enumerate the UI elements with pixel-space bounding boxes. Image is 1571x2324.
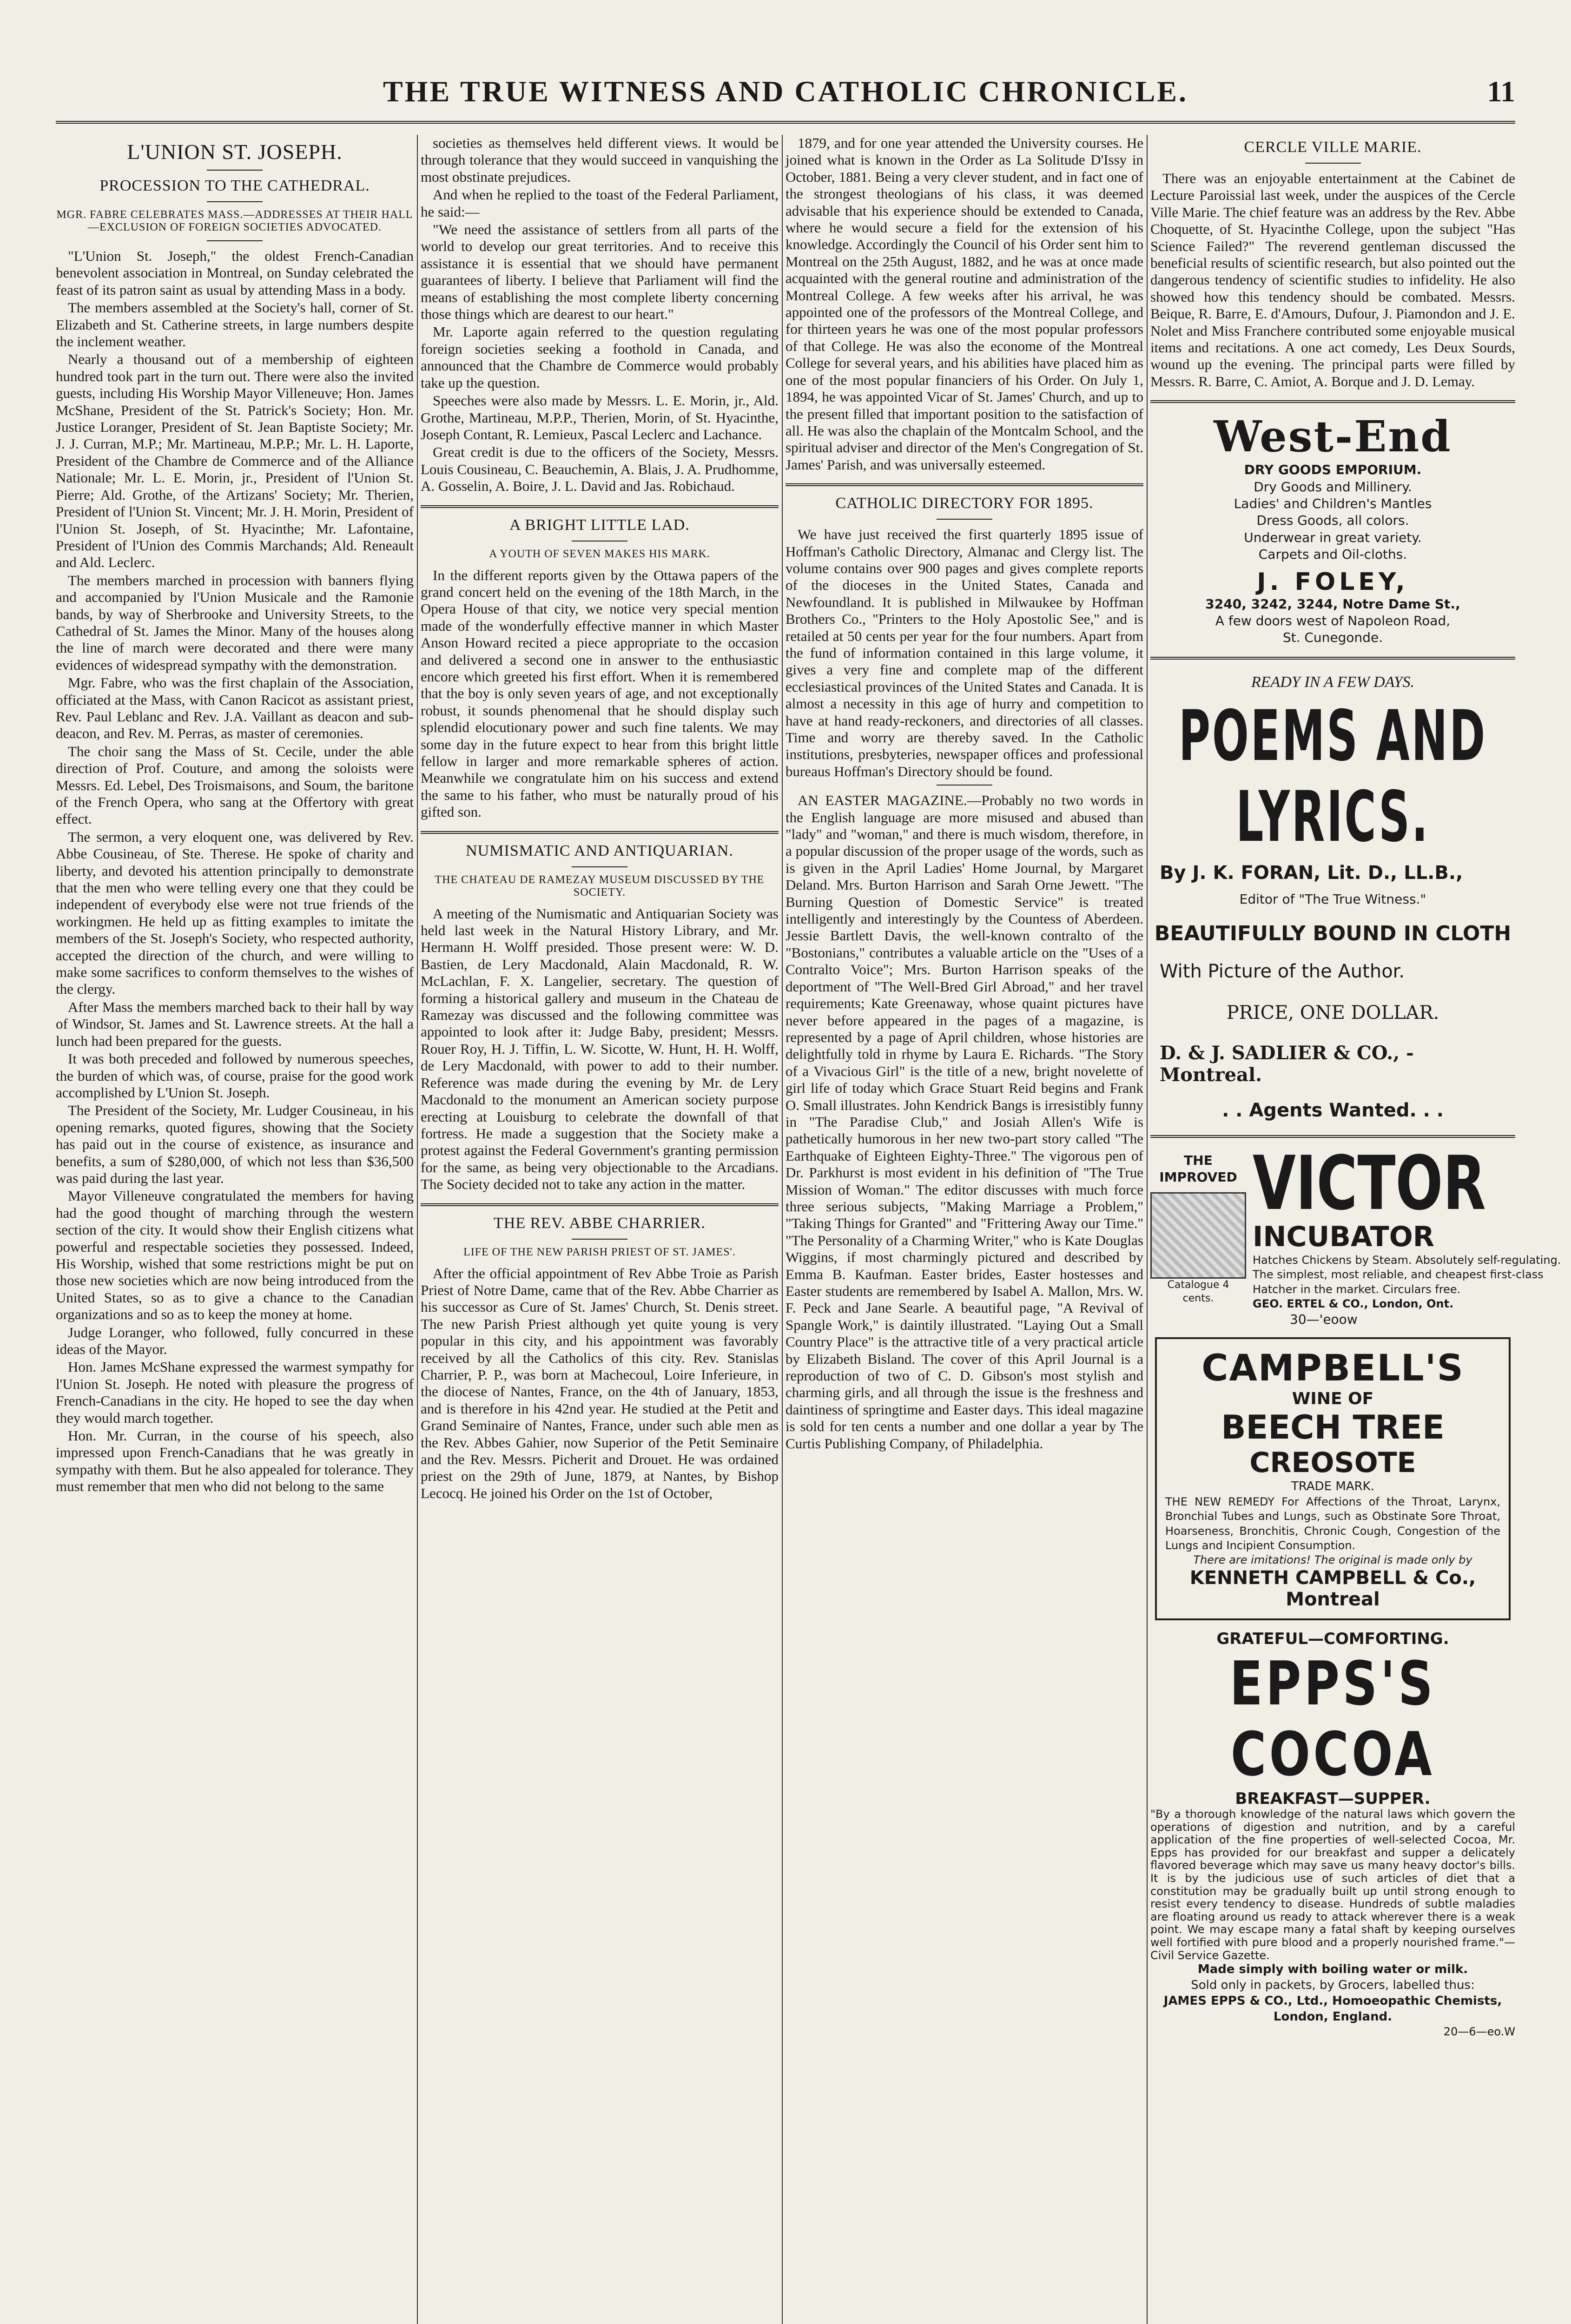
- article-deck: LIFE OF THE NEW PARISH PRIEST OF ST. JAMES'.: [463, 1246, 736, 1258]
- divider: [421, 1203, 779, 1206]
- newspaper-title: THE TRUE WITNESS AND CATHOLIC CHRONICLE.: [383, 75, 1188, 108]
- paragraph: Mgr. Fabre, who was the first chaplain of the Association, officiated at the Mass, with Canon Racicot as assistant priest, Rev. Paul Leblanc and Rev. J.A. Vaillant as deacon and sub-deacon, and Rev. M. Perras, as master of ceremonies.: [56, 674, 414, 742]
- paragraph: After Mass the members marched back to their hall by way of Windsor, St. James and St. Lawrence streets. At the hall a lunch had been prepared for the guests.: [56, 998, 414, 1049]
- article-deck: A YOUTH OF SEVEN MAKES HIS MARK.: [489, 548, 710, 560]
- article-subhead: PROCESSION TO THE CATHEDRAL.: [99, 177, 370, 194]
- ad-line: THE IMPROVED: [1159, 1152, 1237, 1185]
- campbell-advertisement: [1155, 1337, 1511, 1620]
- ad-line: DRY GOODS EMPORIUM.: [1244, 462, 1422, 478]
- column-2: [421, 135, 779, 2324]
- divider: [1150, 657, 1515, 660]
- article-body: [421, 567, 779, 821]
- article-deck: THE CHATEAU DE RAMEZAY MUSEUM DISCUSSED BY THE SOCIETY.: [435, 873, 765, 898]
- paragraph: Mr. Laporte again referred to the question regulating foreign societies seeking a foothold in Canada, and announced that the Chambre de Commerce would probably take up the question.: [421, 324, 779, 391]
- article-body: [56, 248, 414, 1495]
- article-body: [421, 905, 779, 1193]
- paragraph: The President of the Society, Mr. Ludger Cousineau, in his opening remarks, quoted figures, showing that the Society has paid out in the course of existence, as insurance and benefits, a sum of $280,000, of which not less than $36,500 was paid during the last year.: [56, 1102, 414, 1186]
- ad-line: Sold only in packets, by Grocers, labelled thus:: [1191, 1978, 1475, 1992]
- ad-line: BEECH TREE: [1221, 1408, 1445, 1447]
- ad-line: READY IN A FEW DAYS.: [1251, 673, 1415, 691]
- divider: [421, 505, 779, 508]
- ad-line: There are imitations! The original is made only by: [1193, 1553, 1472, 1566]
- ad-publisher: D. & J. SADLIER & CO., - Montreal.: [1160, 1042, 1414, 1086]
- epps-advertisement: [1150, 1630, 1515, 2040]
- ad-line: Ladies' and Children's Mantles: [1234, 496, 1432, 512]
- article-body: [421, 1265, 779, 1502]
- poems-title: POEMS AND LYRICS.: [1178, 695, 1487, 858]
- divider: [207, 170, 263, 171]
- paragraph: Nearly a thousand out of a membership of eighteen hundred took part in the turn out. There were also the invited guests, including His Worship Mayor Villeneuve; Hon. James McShane, President of the St. Patrick's Society; Hon. Mr. Justice Loranger, President of St. Jean Baptiste Society; Mr. J. J. Curran, M.P.; Mr. Martineau, M.P.P.; Mr. L. H. Laporte, President of the Chambre de Commerce and of the Alliance Nationale; Mr. L. E. Morin, jr., President of l'Union St. Pierre; Ald. Grothe, of the Artizans' Society; Mr. Therien, President of l'Union St. Vincent; Mr. J. H. Morin, President of l'Union St. Joseph, of St. Hyacinthe; Mr. Lafontaine, President of l'Union des Commis Marchands; Ald. Reneault and Ald. Leclerc.: [56, 351, 414, 571]
- ad-desc: Hatches Chickens by Steam. Absolutely self-regulating. The simplest, most reliable, and cheapest first-class Hatcher in the market. Circulars free.: [1253, 1254, 1561, 1296]
- epps-title: EPPS'S COCOA: [1229, 1648, 1436, 1790]
- campbell-title: CAMPBELL'S: [1201, 1347, 1464, 1390]
- paragraph: "L'Union St. Joseph," the oldest French-Canadian benevolent association in Montreal, on Sunday celebrated the feast of its patron saint as usual by attending Mass in a body.: [56, 248, 414, 298]
- paragraph: In the different reports given by the Ottawa papers of the grand concert held on the evening of the 18th March, in the Opera House of that city, we notice very special mention made of the wonderfully effective manner in which Master Anson Howard recited a piece appropriate to the occasion and delivered a second one in answer to the enthusiastic encore which greeted his first effort. When it is remembered that the boy is only seven years of age, and not exceptionally robust, it sounds phenomenal that he should display such splendid elocutionary power and such fine talents. We may some day in the future expect to hear from this bright little fellow in larger and more remarkable spheres of action. Meanwhile we congratulate him on his success and extend the same to his father, who must be naturally proud of his gifted son.: [421, 567, 779, 820]
- ad-line: GRATEFUL—COMFORTING.: [1216, 1630, 1449, 1649]
- divider: [1150, 400, 1515, 403]
- incubator-illustration: [1150, 1192, 1246, 1279]
- paragraph: AN EASTER MAGAZINE.—Probably no two words in the English language are more misused and abused than "lady" and "woman," and there is much wisdom, therefore, in a popular discussion of the proper usage of the words, such as is given in the April Ladies' Home Journal, by Margaret Deland. Mrs. Burton Harrison and Sarah Orne Jewett. "The Burning Question of Domestic Service" is treated intelligently and interestingly by the Countess of Aberdeen. Jessie Bartlett Davis, the well-known contralto of the "Bostonians," contributes a valuable article on the "Uses of a Contralto Voice"; Mrs. Burton Harrison speaks of the deportment of "The Well-Bred Girl Abroad," and her travel requirements; Kate Greenaway, whose quaint pictures have never before appeared in the pages of a magazine, is represented by a page of April children, whose histories are delightfully told in rhyme by Laura E. Richards. "The Story of a Vivacious Girl" is the title of a new, bright novelette of girl life of today which Grace Stuart Reid begins and Frank O. Small illustrates. John Kendrick Bangs is irresistibly funny in "The Paradise Club," and Josiah Allen's Wife is pathetically humorous in her new two-part story called "The Earthquake of Eighteen Eighty-Three." The vigorous pen of Dr. Parkhurst is most evident in his definition of "The True Mission of Woman." The editor discusses with much force three serious subjects, "Making Marriage a Problem," "Taking Things for Granted" and "Frittering Away our Time." "The Personality of a Charming Writer," who is Kate Douglas Wiggins, if most charmingly pictured and described by Emma B. Kaufman. Easter brides, Easter hostesses and Easter students are remembered by Isabel A. Mallon, Mrs. W. F. Peck and Jane Searle. A beautiful page, "A Revival of Spangle Work," is daintily illustrated. "Laying Out a Small Country Place" is the attractive title of a very practical article by Elizabeth Bisland. The cover of this April Journal is a reproduction of two of C. D. Gibson's most stylish and charming girls, and all through the issue is the freshness and daintiness of springtime and Easter days. This ideal magazine is sold for ten cents a number and one dollar a year by The Curtis Publishing Company, of Philadelphia.: [786, 792, 1143, 1452]
- divider: [572, 1239, 627, 1240]
- column-rule: [1147, 135, 1148, 2324]
- article-headline: CERCLE VILLE MARIE.: [1244, 139, 1422, 156]
- ad-product: INCUBATOR: [1253, 1221, 1434, 1254]
- ad-line: BREAKFAST—SUPPER.: [1235, 1789, 1431, 1809]
- divider: [1305, 163, 1361, 164]
- page-number: 11: [1487, 75, 1515, 108]
- ad-line: Editor of "The True Witness.": [1239, 891, 1426, 907]
- paragraph: 1879, and for one year attended the University courses. He joined what is known in the Order as La Solitude D'Issy in October, 1881. Being a very clever student, and in fact one of the strongest theologians of his class, it was deemed advisable that his experience should be extended to Canada, where he would secure a field for the extension of his knowledge. Accordingly the Council of his Order sent him to Montreal on the 25th August, 1882, and he was at once made acquainted with the general routine and administration of the Montreal College. A few weeks after his arrival, he was appointed one of the professors of the Montreal College, and for thirteen years he was one of the most popular professors of that College. He was also the econome of the Montreal College for several years, and his abilities have placed him as one of the most popular financiers of his Order. On July 1, 1894, he was appointed Vicar of St. James' Church, and up to the present filled that important position to the satisfaction of all. He was also the chaplain of the Montcalm School, and the spiritual adviser and director of the Men's Congregation of St. James' Parish, and was universally esteemed.: [786, 135, 1143, 473]
- poems-advertisement: [1150, 673, 1515, 1121]
- westend-advertisement: [1150, 411, 1515, 647]
- divider: [937, 519, 992, 520]
- paragraph: The sermon, a very eloquent one, was delivered by Rev. Abbe Cousineau, of Ste. Therese. He spoke of charity and liberty, and devoted his attention principally to demonstrate that the men who were telling every one that they could be independent of everybody else were not true friends of the workingmen. He held up as fitting examples to imitate the members of the St. Joseph's Society, who respected authority, accepted the direction of the church, and were willing to make some sacrifices to conform themselves to the wishes of the clergy.: [56, 828, 414, 997]
- ad-maker: KENNETH CAMPBELL & Co., Montreal: [1189, 1567, 1476, 1611]
- article-continuation: [786, 135, 1143, 473]
- paragraph: We have just received the first quarterly 1895 issue of Hoffman's Catholic Directory, Almanac and Clergy list. The volume contains over 900 pages and gives complete reports of the dioceses in the United States, Canada and Newfoundland. It is published in Milwaukee by Hoffman Brothers Co., "Printers to the Holy Apostolic See," and is retailed at 50 cents per year for the four numbers. Apart from the fund of information contained in this large volume, it gives a very fine and complete map of the different ecclesiastical provinces of the United States and Canada. It is almost a necessity in this age of hurry and competition to have at hand ready-reckoners, and directories of all classes. Time and worry are thereby saved. In the Catholic institutions, presbyteries, newspaper offices and professional bureaus Hoffman's Directory should be found.: [786, 526, 1143, 779]
- ad-name: J. FOLEY,: [1257, 568, 1409, 596]
- paragraph: Mayor Villeneuve congratulated the members for having had the good thought of marching through the western section of the city. It would show their English citizens what powerful and respectable societies they possessed. Indeed, His Worship, wished that some restrictions might be put on those new societies which are now being introduced from the United States, so as to give a chance to the Canadian organizations and so as to keep the money at home.: [56, 1188, 414, 1323]
- paragraph: A meeting of the Numismatic and Antiquarian Society was held last week in the Natural History Library, and Mr. Hermann H. Wolff presided. Those present were: W. D. Bastien, de Lery Macdonald, Alain Macdonald, R. W. McLachlan, F. X. Langelier, secretary. The question of forming a historical gallery and museum in the Chateau de Ramezay was discussed and the following committee was appointed to look after it: Judge Baby, president; Messrs. Rouer Roy, H. J. Tiffin, L. W. Sicotte, W. Hunt, H. H. Wolff, de Lery Macdonald, with power to add to their number. Reference was made during the evening by Mr. de Lery Macdonald to the monument an American society purpose erecting at Louisburg to celebrate the downfall of that fortress. He made a suggestion that the Society make a protest against the Federal Government's granting permission for the same, as being very objectionable to the Arcadians. The Society decided not to take any action in the matter.: [421, 905, 779, 1193]
- paragraph: societies as themselves held different views. It would be through tolerance that they would succeed in vanquishing the most obstinate prejudices.: [421, 135, 779, 185]
- paragraph: Hon. Mr. Curran, in the course of his speech, also impressed upon French-Canadians that he was greatly in sympathy with them. But he also appealed for tolerance. They must remember that men who did not belong to the same: [56, 1427, 414, 1495]
- column-4: [1150, 135, 1561, 2324]
- divider: [207, 240, 263, 241]
- ad-address: St. Cunegonde.: [1282, 630, 1383, 646]
- ad-line: BEAUTIFULLY BOUND IN CLOTH: [1154, 922, 1512, 946]
- ad-line: Catalogue 4 cents.: [1167, 1279, 1229, 1304]
- column-3: [786, 135, 1143, 2324]
- ad-line: Underwear in great variety.: [1244, 529, 1422, 545]
- ad-line: Dress Goods, all colors.: [1256, 513, 1409, 528]
- paragraph: Judge Loranger, who followed, fully concurred in these ideas of the Mayor.: [56, 1324, 414, 1357]
- masthead: [56, 70, 1515, 124]
- ad-price: PRICE, ONE DOLLAR.: [1226, 1002, 1439, 1024]
- ad-author: By J. K. FORAN, Lit. D., LL.B.,: [1160, 862, 1463, 884]
- ad-code: 20—6—eo.W: [1443, 2025, 1515, 2039]
- ad-address: A few doors west of Napoleon Road,: [1215, 613, 1451, 629]
- column-rule: [782, 135, 783, 2324]
- paragraph: And when he replied to the toast of the Federal Parliament, he said:—: [421, 186, 779, 220]
- victor-advertisement: [1150, 1140, 1561, 1328]
- ad-maker: JAMES EPPS & CO., Ltd., Homoeopathic Chemists, London, England.: [1163, 1994, 1502, 2024]
- ad-desc: "By a thorough knowledge of the natural laws which govern the operations of digestion and nutrition, and by a careful application of the fine properties of well-selected Cocoa, Mr. Epps has provided for our breakfast and supper a delicately flavored beverage which may save us many heavy doctor's bills. It is by the judicious use of such articles of diet that a constitution may be gradually built up until strong enough to resist every tendency to disease. Hundreds of subtle maladies are floating around us ready to attack wherever there is a weak point. We may escape many a fatal shaft by keeping ourselves well fortified with pure blood and a properly nourished frame."—Civil Service Gazette.: [1150, 1808, 1515, 1962]
- ad-desc: THE NEW REMEDY For Affections of the Throat, Larynx, Bronchial Tubes and Lungs, such as Obstinate Sore Throat, Hoarseness, Bronchitis, Chronic Cough, Congestion of the Lungs and Incipient Consumption.: [1165, 1495, 1500, 1552]
- ad-line: With Picture of the Author.: [1160, 961, 1405, 983]
- paragraph: There was an enjoyable entertainment at the Cabinet de Lecture Paroissial last week, under the auspices of the Cercle Ville Marie. The chief feature was an address by the Rev. Abbe Choquette, of St. Hyacinthe College, upon the subject "Has Science Failed?" The reverend gentleman discussed the beneficial results of scientific research, but also pointed out the dangerous tendency of scientific studies to infidelity. He also showed how this tendency should be combated. Messrs. Beique, R. Barre, E. d'Amours, Dufour, J. Piamondon and J. E. Nolet and Miss Franchere contributed some enjoyable musical items and recitations. A one act comedy, Les Deux Sourds, wound up the evening. The principal parts were filled by Messrs. R. Barre, C. Amiot, A. Borque and J. D. Lemay.: [1150, 170, 1515, 390]
- article-body: [1150, 170, 1515, 390]
- article-headline: A BRIGHT LITTLE LAD.: [509, 516, 690, 534]
- victor-title: VICTOR: [1253, 1140, 1486, 1227]
- paragraph: "We need the assistance of settlers from all parts of the world to develop our great territories. And to receive this assistance it is essential that we should have permanent guarantees of liberty. I believe that Parliament will find the means of establishing the most complete liberty concerning those things which are dearest to our heart.": [421, 221, 779, 323]
- westend-title: West-End: [1214, 411, 1452, 462]
- divider: [572, 866, 627, 867]
- ad-address: 3240, 3242, 3244, Notre Dame St.,: [1205, 596, 1460, 612]
- paragraph: After the official appointment of Rev Abbe Troie as Parish Priest of Notre Dame, came that of the Rev. Abbe Charrier as his successor as Cure of St. James' Church, St. Denis street. The new Parish Priest although yet quite young is very popular in this city, and his appointment was favorably received by all the Catholics of this city. Rev. Stanislas Charrier, P. P., was born at Machecoul, Loire Inferieure, in the diocese of Nantes, France, on the 4th of January, 1853, and is therefore in his 42nd year. He studied at the Petit and Grand Seminaire of Nantes, France, under such able men as the Rev. Abbes Gahier, now Superior of the Petit Seminaire and the Rev. Messrs. Picherit and Drouet. He was ordained priest on the 29th of June, 1879, at Nantes, by Bishop Lecocq. He joined his Order on the 1st of October,: [421, 1265, 779, 1501]
- paragraph: The members marched in procession with banners flying and accompanied by l'Union Musicale and the Ramonie bands, by way of Sherbrooke and University Streets, to the Cathedral of St. James the Minor. Many of the houses along the line of march were decorated and there were many evidences of widespread sympathy with the demonstration.: [56, 572, 414, 673]
- paragraph: The members assembled at the Society's hall, corner of St. Elizabeth and St. Catherine streets, in large numbers despite the inclement weather.: [56, 299, 414, 350]
- article-deck: MGR. FABRE CELEBRATES MASS.—ADDRESSES AT THEIR HALL—EXCLUSION OF FOREIGN SOCIETIES ADVOCATED.: [56, 209, 413, 233]
- ad-code: 30—'eoow: [1290, 1311, 1358, 1327]
- ad-line: TRADE MARK.: [1291, 1479, 1374, 1494]
- article-continuation: [421, 135, 779, 495]
- article-headline: CATHOLIC DIRECTORY FOR 1895.: [835, 495, 1094, 512]
- article-body: [786, 792, 1143, 1452]
- ad-maker: GEO. ERTEL & CO., London, Ont.: [1253, 1297, 1454, 1310]
- column-rule: [417, 135, 418, 2324]
- divider: [421, 831, 779, 834]
- column-1: [56, 135, 414, 2324]
- divider: [1150, 1135, 1515, 1138]
- article-headline: L'UNION ST. JOSEPH.: [127, 140, 343, 164]
- ad-line: Carpets and Oil-cloths.: [1258, 547, 1407, 562]
- article-headline: NUMISMATIC AND ANTIQUARIAN.: [466, 842, 733, 859]
- paragraph: The choir sang the Mass of St. Cecile, under the able direction of Prof. Couture, and among the soloists were Messrs. Ed. Lebel, Des Troismaisons, and Soum, the baritone of the French Opera, who sang at the Offertory with great effect.: [56, 743, 414, 827]
- ad-line: CREOSOTE: [1249, 1446, 1416, 1479]
- ad-line: . . Agents Wanted. . .: [1222, 1100, 1444, 1122]
- article-headline: THE REV. ABBE CHARRIER.: [494, 1214, 706, 1232]
- divider: [937, 785, 992, 786]
- paragraph: Speeches were also made by Messrs. L. E. Morin, jr., Ald. Grothe, Martineau, M.P.P., Therien, Morin, of St. Hyacinthe, Joseph Contant, R. Lemieux, Pascal Leclerc and Lachance.: [421, 392, 779, 442]
- paragraph: Great credit is due to the officers of the Society, Messrs. Louis Cousineau, C. Beauchemin, A. Blais, J. A. Prudhomme, A. Gosselin, A. Boire, J. L. David and Jas. Robichaud.: [421, 444, 779, 495]
- divider: [207, 201, 263, 202]
- ad-line: Made simply with boiling water or milk.: [1197, 1962, 1468, 1977]
- ad-line: Dry Goods and Millinery.: [1254, 479, 1412, 495]
- article-body: [786, 526, 1143, 780]
- paragraph: Hon. James McShane expressed the warmest sympathy for l'Union St. Joseph. He noted with pleasure the progress of French-Canadians in the city. He hoped to see the day when they would march together.: [56, 1359, 414, 1426]
- ad-line: WINE OF: [1292, 1389, 1374, 1409]
- paragraph: It was both preceded and followed by numerous speeches, the burden of which was, of course, praise for the good work accomplished by L'Union St. Joseph.: [56, 1050, 414, 1101]
- divider: [786, 483, 1143, 486]
